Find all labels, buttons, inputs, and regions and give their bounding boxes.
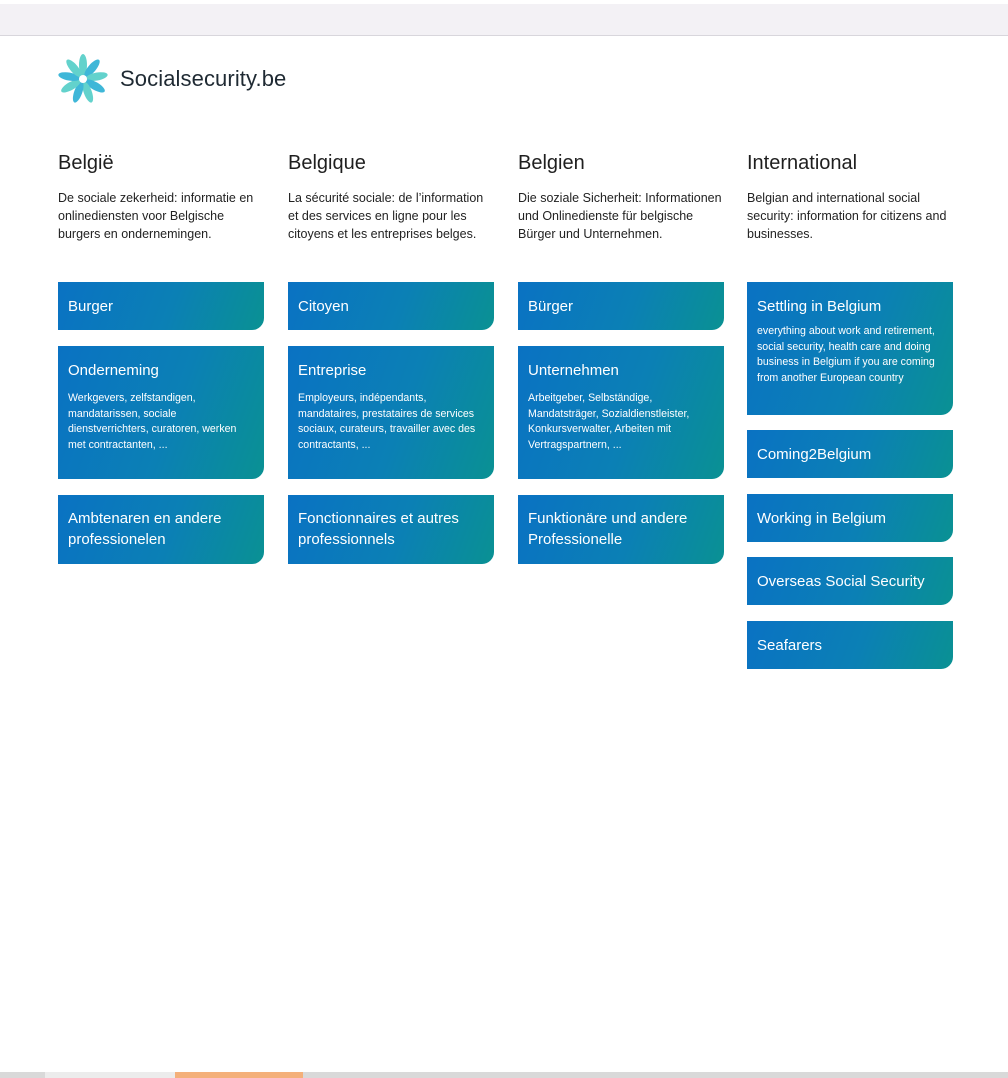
column-title: België bbox=[58, 152, 114, 174]
site-logo[interactable] bbox=[58, 54, 286, 104]
card-unternehmen[interactable] bbox=[518, 346, 724, 479]
card-funktionaere[interactable] bbox=[518, 495, 724, 564]
card-title: Ambtenaren en andere professionelen bbox=[68, 510, 222, 548]
card-coming2belgium[interactable] bbox=[747, 430, 953, 478]
card-title: Fonctionnaires et autres professionnels bbox=[298, 510, 459, 548]
card-title: Burger bbox=[68, 298, 114, 315]
column-belgique bbox=[288, 152, 494, 243]
card-ambtenaren[interactable] bbox=[58, 495, 264, 564]
card-subtitle: everything about work and retirement, social security, health care and doing business in Belgium if you are coming from another European country bbox=[757, 325, 935, 385]
browser-top-bar bbox=[0, 0, 1008, 36]
card-title: Citoyen bbox=[298, 298, 349, 315]
column-belgie bbox=[58, 152, 264, 243]
card-citoyen[interactable] bbox=[288, 282, 494, 330]
card-title: Overseas Social Security bbox=[757, 573, 925, 590]
column-belgien bbox=[518, 152, 724, 243]
card-settling-in-belgium[interactable] bbox=[747, 282, 953, 415]
column-description: Belgian and international social security: information for citizens and businesses. bbox=[747, 191, 947, 241]
card-title: Settling in Belgium bbox=[757, 298, 882, 315]
card-title: Working in Belgium bbox=[757, 510, 886, 527]
card-subtitle: Arbeitgeber, Selbständige, Mandatsträger, Sozialdienstleister, Konkursverwalter, Arbeiten mit Vertragspartnern, ... bbox=[528, 392, 690, 452]
column-description: La sécurité sociale: de l’information et des services en ligne pour les citoyens et les entreprises belges. bbox=[288, 191, 484, 241]
horizontal-scrollbar[interactable] bbox=[0, 1072, 1008, 1078]
scrollbar-track-segment bbox=[45, 1072, 175, 1078]
card-subtitle: Employeurs, indépendants, mandataires, prestataires de services sociaux, curateurs, travailler avec des contractants, ... bbox=[298, 392, 476, 452]
card-fonctionnaires[interactable] bbox=[288, 495, 494, 564]
card-title: Entreprise bbox=[298, 362, 367, 379]
column-international bbox=[747, 152, 953, 243]
card-onderneming[interactable] bbox=[58, 346, 264, 479]
scrollbar-thumb[interactable] bbox=[175, 1072, 303, 1078]
column-title: Belgien bbox=[518, 152, 585, 174]
column-title: International bbox=[747, 152, 858, 174]
card-title: Coming2Belgium bbox=[757, 446, 872, 463]
card-working-in-belgium[interactable] bbox=[747, 494, 953, 542]
column-description: De sociale zekerheid: informatie en onlinediensten voor Belgische burgers en ondernemingen. bbox=[58, 191, 254, 241]
card-entreprise[interactable] bbox=[288, 346, 494, 479]
card-title: Bürger bbox=[528, 298, 574, 315]
card-burger[interactable] bbox=[58, 282, 264, 330]
card-title: Unternehmen bbox=[528, 362, 619, 379]
card-overseas-social-security[interactable] bbox=[747, 557, 953, 605]
flower-logo-icon bbox=[58, 54, 108, 104]
card-title: Funktionäre und andere Professionelle bbox=[528, 510, 688, 548]
column-title: Belgique bbox=[288, 152, 366, 174]
card-title: Onderneming bbox=[68, 362, 159, 379]
column-description: Die soziale Sicherheit: Informationen und Onlinedienste für belgische Bürger und Unternehmen. bbox=[518, 191, 722, 241]
card-buerger[interactable] bbox=[518, 282, 724, 330]
card-seafarers[interactable] bbox=[747, 621, 953, 669]
card-subtitle: Werkgevers, zelfstandigen, mandatarissen, sociale dienstverrichters, curatoren, werken met contractanten, ... bbox=[68, 392, 237, 452]
site-name: Socialsecurity.be bbox=[120, 66, 287, 91]
card-title: Seafarers bbox=[757, 637, 823, 654]
